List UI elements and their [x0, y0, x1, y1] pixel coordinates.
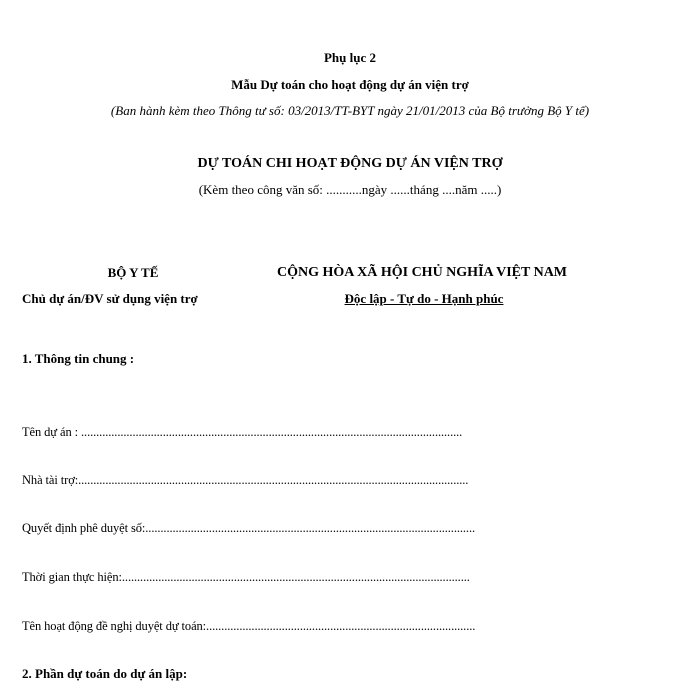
approval-decision-field: Quyết định phê duyệt số:............................................................................................................. [22, 521, 476, 535]
section-1-heading: 1. Thông tin chung : [22, 351, 135, 366]
project-owner-label: Chủ dự án/ĐV sử dụng viện trợ [22, 291, 198, 306]
appendix-label: Phụ lục 2 [323, 50, 376, 65]
national-motto: Độc lập - Tự do - Hạnh phúc [344, 291, 504, 306]
implementation-time-field: Thời gian thực hiện:................................................................................................................... [22, 570, 470, 584]
section-2-heading: 2. Phần dự toán do dự án lập: [22, 666, 188, 681]
document-title: DỰ TOÁN CHI HOẠT ĐỘNG DỰ ÁN VIỆN TRỢ [197, 156, 503, 171]
template-title: Mẫu Dự toán cho hoạt động dự án viện trợ [231, 77, 469, 92]
activity-name-field: Tên hoạt động đề nghị duyệt dự toán:......................................................................................... [22, 619, 476, 633]
project-name-field: Tên dự án : .............................................................................................................................. [22, 425, 463, 439]
ministry-name: BỘ Y TẾ [107, 265, 159, 280]
attached-reference: (Kèm theo công văn số: ...........ngày ......tháng ....năm .....) [198, 182, 502, 197]
issued-note: (Ban hành kèm theo Thông tư số: 03/2013/TT-BYT ngày 21/01/2013 của Bộ trưởng Bộ Y tế) [110, 103, 590, 118]
republic-name: CỘNG HÒA XÃ HỘI CHỦ NGHĨA VIỆT NAM [277, 265, 568, 280]
donor-field: Nhà tài trợ:................................................................................................................................. [22, 473, 469, 487]
